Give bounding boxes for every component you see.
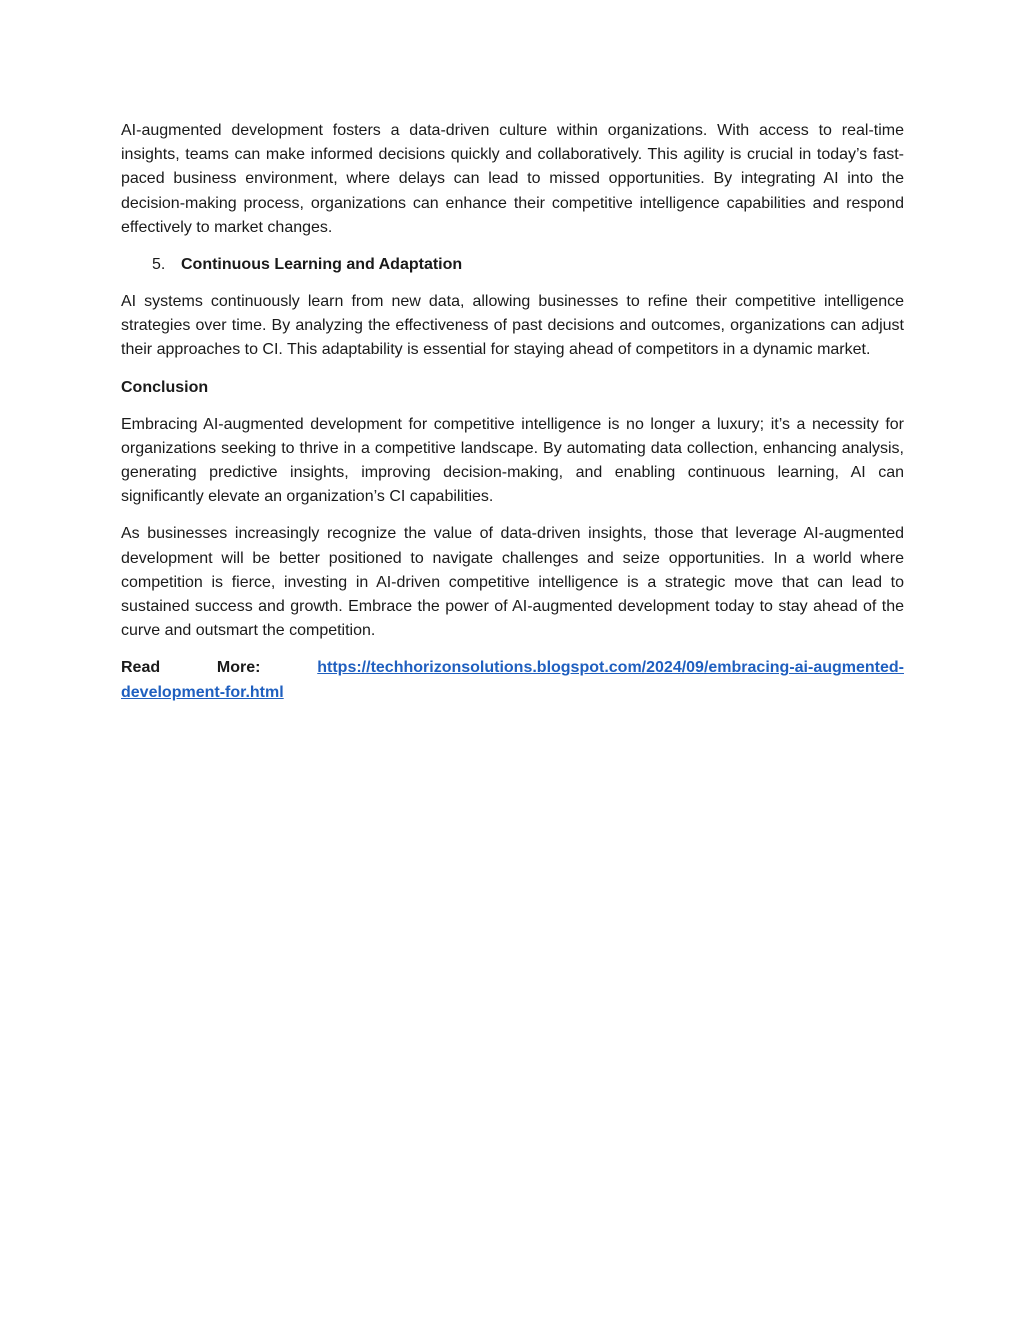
read-more-label-more: More: bbox=[216, 659, 261, 677]
list-item-heading bbox=[121, 253, 904, 277]
list-item-number: 5. bbox=[152, 256, 166, 274]
conclusion-heading: Conclusion bbox=[121, 378, 209, 396]
document-page bbox=[121, 119, 904, 705]
paragraph-data-driven-culture: AI-augmented development fosters a data-driven culture within organizations. With access to real-time insights, teams can make informed decisions quickly and collaboratively. This agility is crucial in today’s fast-paced business environment, where delays can lead to missed opportunities. By integrating AI into the decision-making process, organizations can enhance their competitive intelligence capabilities and respond effectively to market changes. bbox=[121, 122, 904, 236]
read-more-line bbox=[121, 656, 904, 680]
paragraph-conclusion-1: Embracing AI-augmented development for competitive intelligence is no longer a luxury; it’s a necessity for organizations seeking to thrive in a competitive landscape. By automating data collection, enhancing analysis, generating predictive insights, improving decision-making, and enabling continuous learning, AI can significantly elevate an organization’s CI capabilities. bbox=[121, 415, 904, 506]
paragraph-conclusion-2: As businesses increasingly recognize the value of data-driven insights, those that leverage AI-augmented development will be better positioned to navigate challenges and seize opportunities. In a world where competition is fierce, investing in AI-driven competitive intelligence is a strategic move that can lead to sustained success and growth. Embrace the power of AI-augmented development today to stay ahead of the curve and outsmart the competition. bbox=[121, 525, 904, 640]
paragraph-continuous-learning: AI systems continuously learn from new data, allowing businesses to refine their competitive intelligence strategies over time. By analyzing the effectiveness of past decisions and outcomes, organizations can adjust their approaches to CI. This adaptability is essential for staying ahead of competitors in a dynamic market. bbox=[121, 293, 904, 359]
read-more-link-continued[interactable]: development-for.html bbox=[121, 683, 284, 701]
read-more-link[interactable]: https://techhorizonsolutions.blogspot.com/2024/09/embracing-ai-augmented- bbox=[317, 659, 904, 677]
list-item-title: Continuous Learning and Adaptation bbox=[181, 256, 463, 274]
read-more-block bbox=[121, 656, 904, 704]
read-more-label-read: Read bbox=[121, 659, 161, 677]
